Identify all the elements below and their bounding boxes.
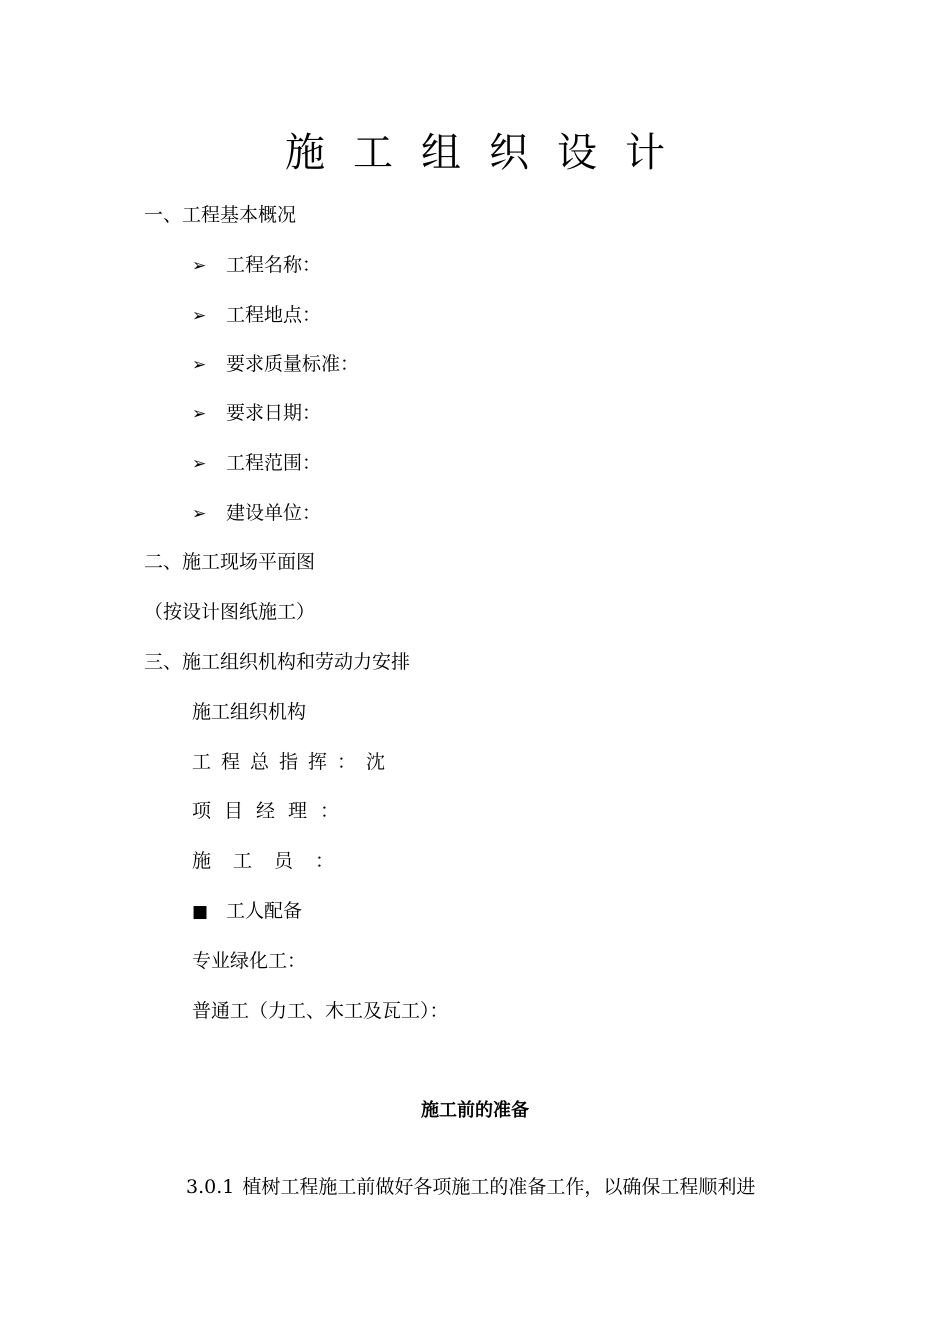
arrow-bullet-icon: ➢	[192, 306, 207, 326]
item-label: 工程地点：	[226, 304, 322, 326]
manager-line: 项目经理：	[192, 800, 353, 822]
general-workers-line: 普通工（力工、木工及瓦工）：	[192, 1000, 449, 1022]
section-1-heading: 一、工程基本概况	[144, 204, 297, 226]
prep-paragraph	[186, 1174, 755, 1200]
item-label: 工程名称：	[226, 254, 322, 276]
document-title: 施工组织设计	[285, 130, 693, 176]
list-item	[192, 351, 359, 378]
list-item	[192, 450, 321, 477]
item-label: 建设单位：	[226, 502, 322, 524]
arrow-bullet-icon: ➢	[192, 504, 207, 524]
paragraph-number: 3.0.1	[186, 1176, 235, 1198]
section-2-heading: 二、施工现场平面图	[144, 551, 316, 573]
prep-heading: 施工前的准备	[421, 1100, 529, 1121]
arrow-bullet-icon: ➢	[192, 404, 207, 424]
list-item	[192, 500, 321, 527]
labor-heading-line	[192, 898, 302, 925]
section-3-heading: 三、施工组织机构和劳动力安排	[144, 651, 411, 673]
item-label: 工程范围：	[226, 452, 322, 474]
item-label: 要求质量标准：	[226, 353, 360, 375]
section-2-note: （按设计图纸施工）	[144, 601, 316, 623]
item-label: 要求日期：	[226, 402, 322, 424]
arrow-bullet-icon: ➢	[192, 454, 207, 474]
greening-workers-line: 专业绿化工：	[192, 950, 307, 972]
arrow-bullet-icon: ➢	[192, 256, 207, 276]
list-item	[192, 302, 321, 329]
square-bullet-icon: ■	[192, 902, 209, 922]
labor-heading: 工人配备	[226, 900, 303, 922]
paragraph-text: 植树工程施工前做好各项施工的准备工作，以确保工程顺利进	[242, 1176, 756, 1198]
list-item	[192, 400, 321, 427]
list-item	[192, 252, 321, 279]
org-heading: 施工组织机构	[192, 701, 307, 723]
worker-staff-line: 施工员：	[192, 850, 357, 872]
commander-line: 工程总指挥：沈	[192, 751, 396, 773]
arrow-bullet-icon: ➢	[192, 355, 207, 375]
